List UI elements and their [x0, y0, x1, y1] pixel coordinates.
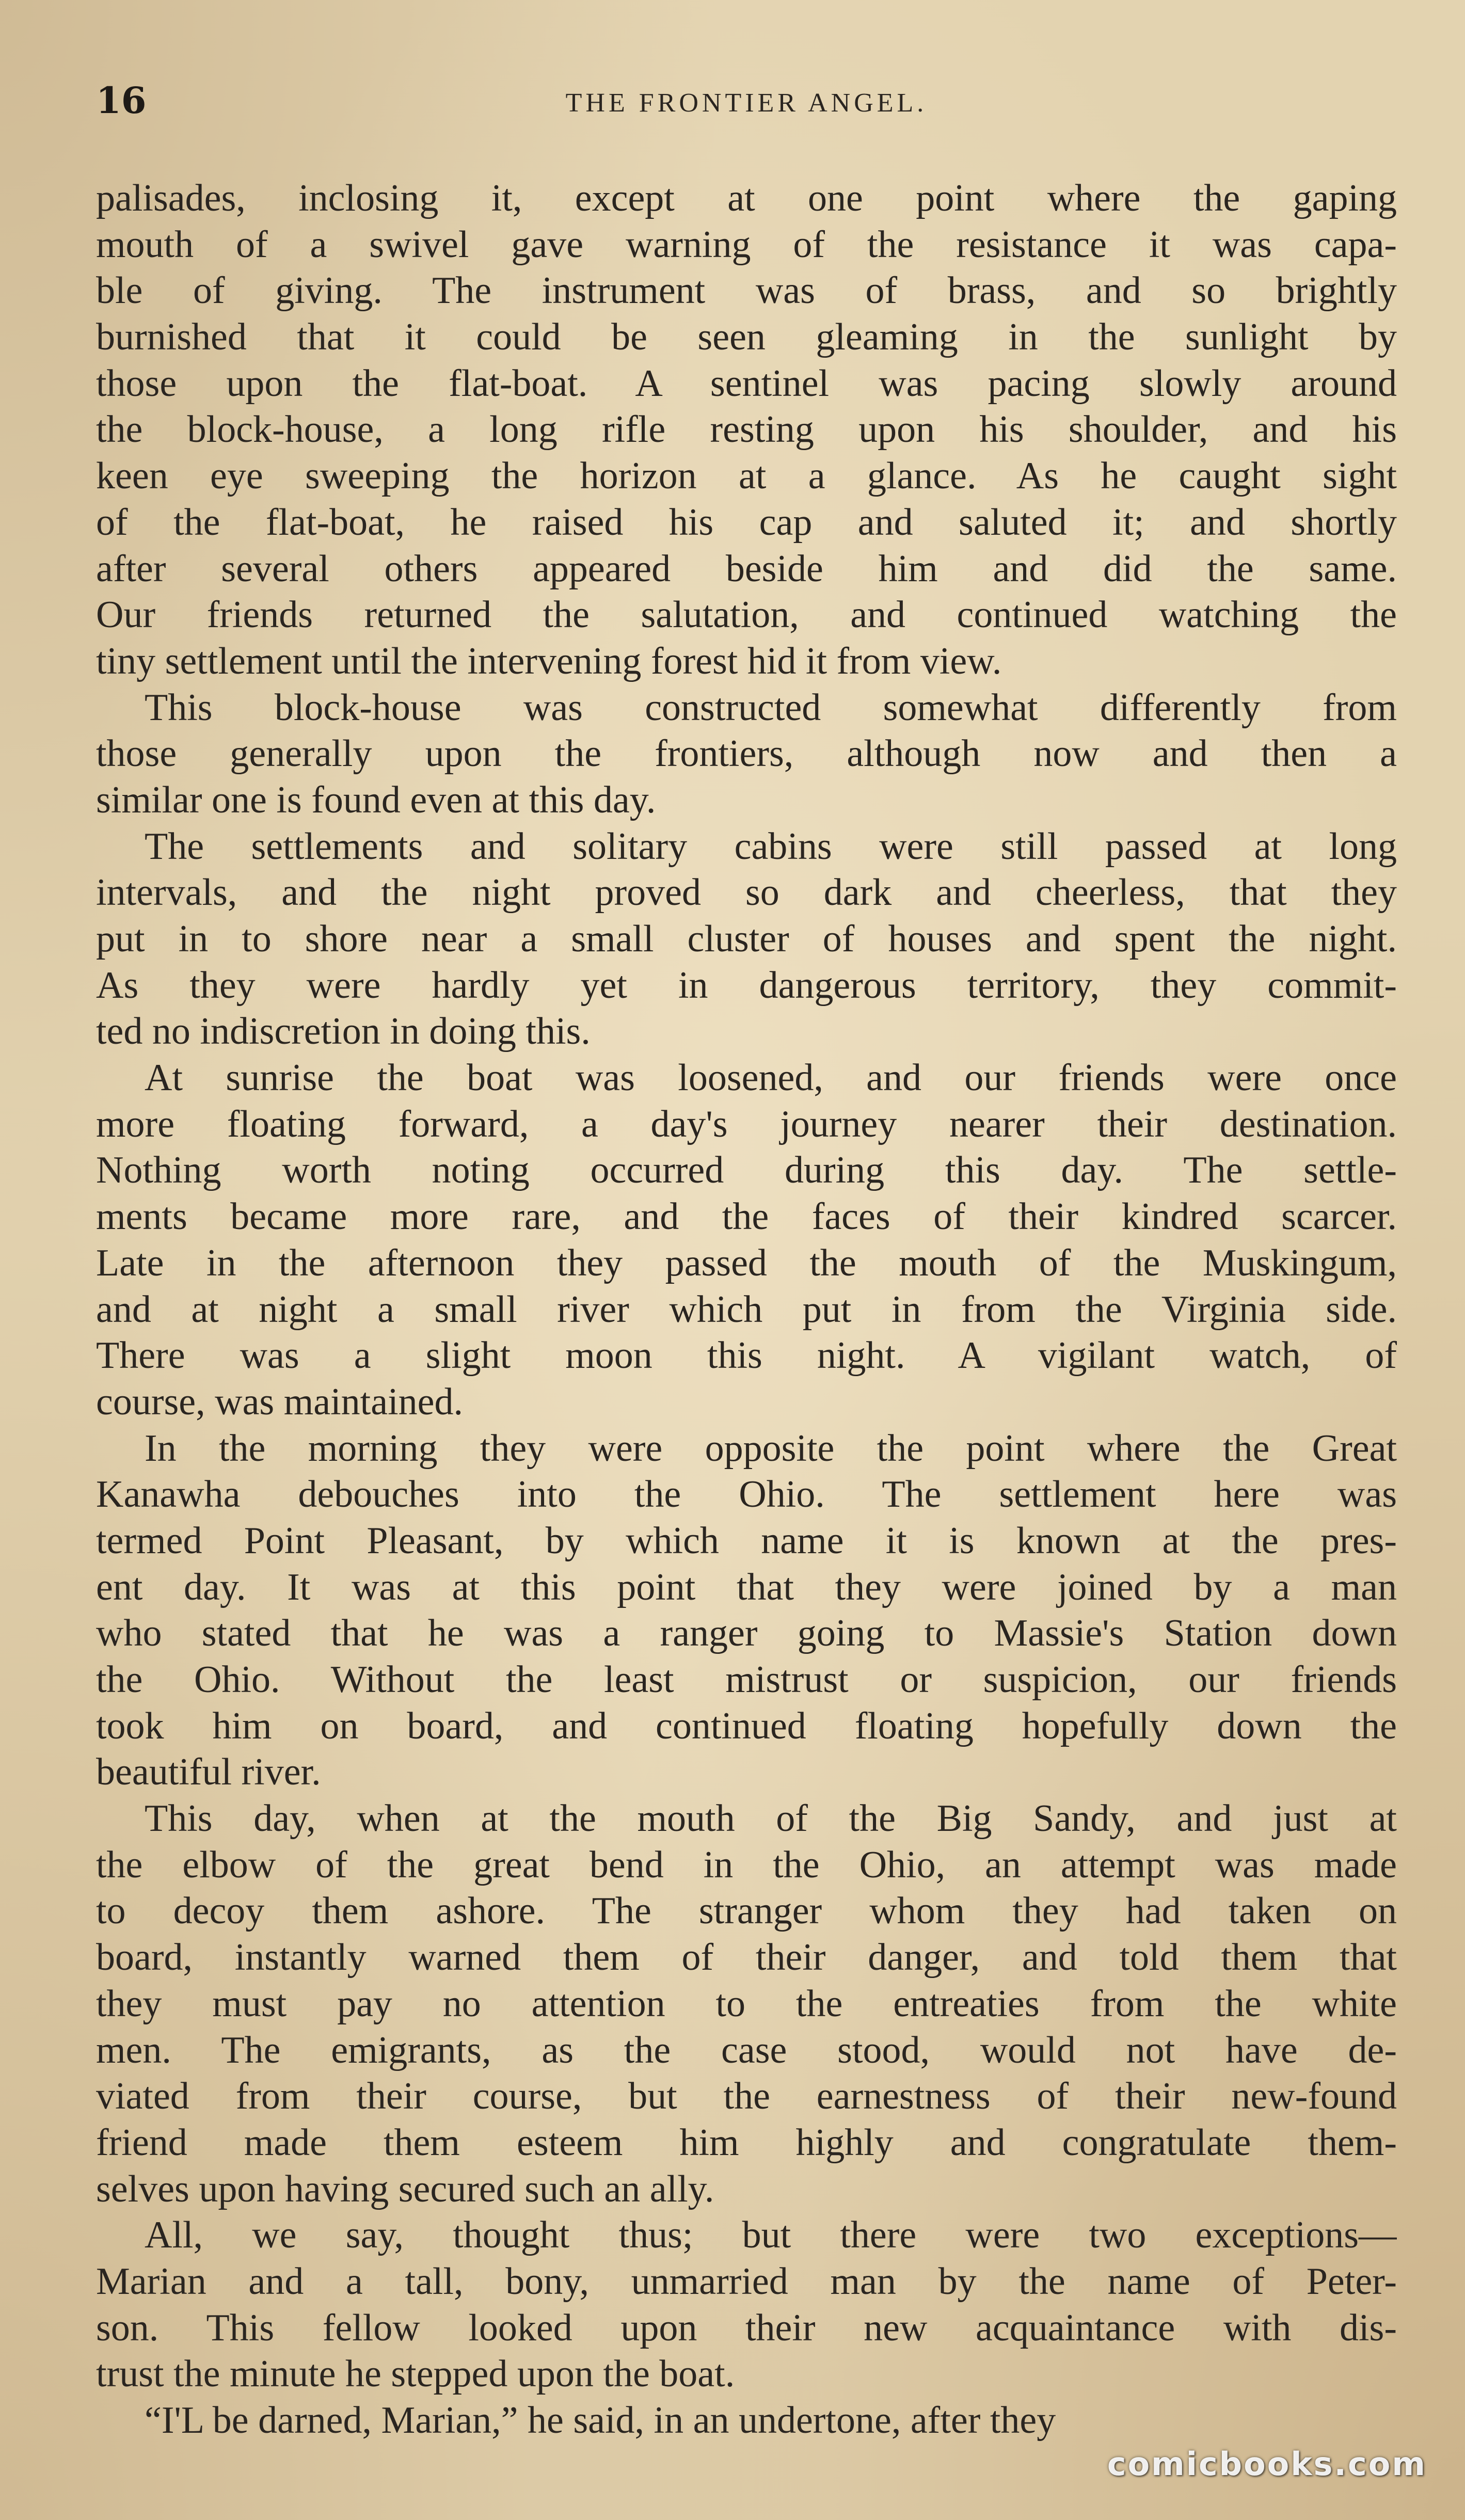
- text-line: similar one is found even at this day.: [96, 778, 656, 821]
- text-line: to decoy them ashore. The stranger whom they had taken on: [96, 1890, 1397, 1933]
- running-head: THE FRONTIER ANGEL.: [565, 88, 928, 118]
- text-line: those generally upon the frontiers, although now and then a: [96, 732, 1397, 775]
- text-line: board, instantly warned them of their danger, and told them that: [96, 1936, 1397, 1979]
- text-line: those upon the flat-boat. A sentinel was pacing slowly around: [96, 362, 1397, 405]
- text-line: took him on board, and continued floating hopefully down the: [96, 1704, 1397, 1747]
- text-line: All, we say, thought thus; but there were two exceptions—: [145, 2214, 1397, 2257]
- paragraph: [96, 2398, 1397, 2444]
- text-line: Nothing worth noting occurred during this day. The settle-: [96, 1149, 1397, 1192]
- page-number: 16: [96, 79, 147, 122]
- text-line: There was a slight moon this night. A vigilant watch, of: [96, 1334, 1397, 1377]
- text-line: the block-house, a long rifle resting upon his shoulder, and his: [96, 408, 1397, 451]
- text-line: Late in the afternoon they passed the mouth of the Muskingum,: [96, 1241, 1397, 1284]
- text-line: mouth of a swivel gave warning of the resistance it was capa-: [96, 223, 1397, 266]
- text-line: This block-house was constructed somewhat differently from: [145, 686, 1397, 729]
- text-line: the Ohio. Without the least mistrust or suspicion, our friends: [96, 1658, 1397, 1701]
- text-line: “I'L be darned, Marian,” he said, in an undertone, after they: [145, 2399, 1056, 2442]
- text-line: beautiful river.: [96, 1751, 321, 1794]
- text-line: selves upon having secured such an ally.: [96, 2167, 714, 2210]
- text-line: course, was maintained.: [96, 1380, 463, 1423]
- text-line: they must pay no attention to the entreaties from the white: [96, 1982, 1397, 2025]
- text-line: son. This fellow looked upon their new acquaintance with dis-: [96, 2306, 1397, 2349]
- text-line: who stated that he was a ranger going to Massie's Station down: [96, 1612, 1397, 1655]
- text-line: Our friends returned the salutation, and continued watching the: [96, 594, 1397, 636]
- text-line: put in to shore near a small cluster of houses and spent the night.: [96, 918, 1397, 960]
- paragraph: [96, 685, 1397, 824]
- text-line: trust the minute he stepped upon the boat.: [96, 2353, 735, 2396]
- watermark-logo: comicbooks.com: [1107, 2445, 1427, 2483]
- text-line: ments became more rare, and the faces of their kindred scarcer.: [96, 1195, 1397, 1238]
- text-line: viated from their course, but the earnestness of their new-found: [96, 2075, 1397, 2118]
- text-line: after several others appeared beside him and did the same.: [96, 547, 1397, 590]
- text-line: burnished that it could be seen gleaming in the sunlight by: [96, 316, 1397, 359]
- paragraph: [96, 1426, 1397, 1796]
- text-line: keen eye sweeping the horizon at a glance. As he caught sight: [96, 455, 1397, 498]
- paragraph: [96, 176, 1397, 685]
- paragraph: [96, 2212, 1397, 2398]
- text-line: termed Point Pleasant, by which name it is known at the pres-: [96, 1519, 1397, 1562]
- text-line: and at night a small river which put in from the Virginia side.: [96, 1288, 1397, 1331]
- page-header: [96, 77, 1397, 134]
- text-line: ble of giving. The instrument was of brass, and so brightly: [96, 269, 1397, 312]
- text-line: At sunrise the boat was loosened, and our friends were once: [145, 1057, 1397, 1099]
- text-line: intervals, and the night proved so dark and cheerless, that they: [96, 871, 1397, 914]
- text-line: As they were hardly yet in dangerous territory, they commit-: [96, 964, 1397, 1007]
- body-text: [96, 176, 1397, 2444]
- text-line: Marian and a tall, bony, unmarried man by the name of Peter-: [96, 2260, 1397, 2303]
- text-line: In the morning they were opposite the point where the Great: [145, 1427, 1397, 1470]
- text-line: of the flat-boat, he raised his cap and saluted it; and shortly: [96, 501, 1397, 544]
- text-line: ted no indiscretion in doing this.: [96, 1010, 591, 1053]
- text-line: tiny settlement until the intervening forest hid it from view.: [96, 640, 1002, 682]
- text-line: friend made them esteem him highly and congratulate them-: [96, 2121, 1397, 2164]
- text-line: men. The emigrants, as the case stood, would not have de-: [96, 2029, 1397, 2071]
- text-line: palisades, inclosing it, except at one point where the gaping: [96, 177, 1397, 219]
- paragraph: [96, 1796, 1397, 2212]
- text-line: more floating forward, a day's journey nearer their destination.: [96, 1103, 1397, 1145]
- text-line: The settlements and solitary cabins were still passed at long: [145, 825, 1397, 868]
- paragraph: [96, 824, 1397, 1055]
- text-line: the elbow of the great bend in the Ohio, an attempt was made: [96, 1843, 1397, 1886]
- text-line: This day, when at the mouth of the Big Sandy, and just at: [145, 1797, 1397, 1840]
- paragraph: [96, 1055, 1397, 1426]
- text-line: ent day. It was at this point that they were joined by a man: [96, 1566, 1397, 1608]
- text-line: Kanawha debouches into the Ohio. The settlement here was: [96, 1473, 1397, 1516]
